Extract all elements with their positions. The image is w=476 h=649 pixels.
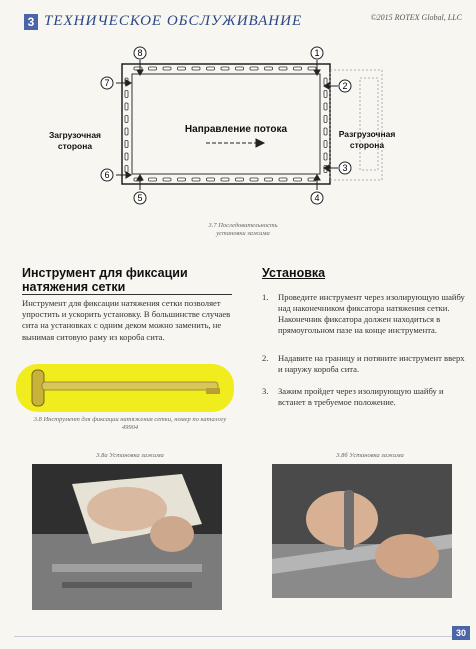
install-step-1 [262,292,472,340]
marker-4-label: 4 [314,193,320,203]
clamp-slot [324,141,327,148]
step-3-number: 3. [262,386,269,396]
tension-tool-image [16,364,234,412]
marker-1 [311,47,323,59]
clamp-slot [294,178,302,181]
step-2-text: Надавите на границу и потяните инструмент вверх и наружу короба сита. [278,353,465,374]
figure-3-7-caption [178,222,308,238]
clamp-slot [207,178,215,181]
install-section-heading: Установка [262,266,326,280]
clamp-slot [149,178,157,181]
clamp-slot [125,141,128,148]
step-1-text: Проведите инструмент через изолирующую шайбу над наконечником фиксатора натяжения сетки. Наконечник фиксатора должен находиться в прямоугольном пазе на конце инструмента. [278,292,465,335]
clamp-install-photo-b [272,464,452,598]
clamp-slot [178,67,186,70]
unloading-side-label-2: сторона [349,140,385,150]
marker-6 [101,169,113,181]
clamp-slot [125,103,128,110]
step-2-number: 2. [262,353,269,363]
step-1-number: 1. [262,292,269,302]
clamp-install-photo-a [32,464,222,610]
clamp-sequence-diagram [30,40,450,240]
clamp-slot [324,103,327,110]
clamp-slot [125,153,128,160]
section-title: ТЕХНИЧЕСКОЕ ОБСЛУЖИВАНИЕ [44,13,303,29]
clamp-slot [236,178,244,181]
flow-direction-label: Направление потока [184,124,288,135]
tool-section-body: Инструмент для фиксации натяжения сетки позволяет упростить и ускорить установку. В большинстве случаев сита на установках с одним деком можно заменить, не вынимая ситовую раму из короба сита. [22,298,231,342]
clamp-slot [236,67,244,70]
loading-side-label-1: Загрузочная [48,130,102,140]
marker-8 [134,47,146,59]
figure-3-8-caption: 3.8 Инструмент для фиксации натяжения сетки, номер по каталогу 49904 [33,416,227,432]
clamp-slot [324,116,327,123]
clamp-slot [125,91,128,98]
marker-2 [339,80,351,92]
install-step-3 [262,386,472,414]
clamp-slot [265,178,273,181]
tool-section-heading: Инструмент для фиксации натяжения сетки [22,266,188,294]
unloading-side-label-1: Разгрузочная [338,129,396,139]
clamp-slot [163,67,171,70]
clamp-slot [125,166,128,173]
marker-2-label: 2 [342,81,348,91]
clamp-slot [265,67,273,70]
marker-7-label: 7 [104,78,110,88]
clamp-slot [149,67,157,70]
tool-heading-divider [22,294,232,295]
copyright-text: ©2015 ROTEX Global, LLC [370,13,462,22]
marker-3 [339,162,351,174]
clamp-slot [324,153,327,160]
figure-3-7-caption-line-1: 3.7 Последовательность [208,222,278,229]
clamp-slot [250,67,258,70]
install-step-2 [262,353,472,381]
clamp-slot [279,178,287,181]
figure-3-7-caption-line-2: установки зажима [216,230,270,238]
clamp-slot [324,91,327,98]
marker-5 [134,192,146,204]
clamp-slot [279,67,287,70]
clamp-slot [192,178,200,181]
marker-6-label: 6 [104,170,110,180]
footer-divider [14,636,460,637]
clamp-slot [178,178,186,181]
clamp-slot [207,67,215,70]
marker-7 [101,77,113,89]
marker-8-label: 8 [137,48,143,58]
tool-image-highlight [16,364,234,412]
clamp-slot [125,128,128,135]
marker-5-label: 5 [137,193,143,203]
loading-side-label-2: сторона [57,141,93,151]
clamp-slot [192,67,200,70]
clamp-slot [221,67,229,70]
step-3-text: Зажим пройдет через изолирующую шайбу и встанет в требуемое положение. [278,386,444,407]
section-number-badge: 3 [24,14,38,30]
figure-3-8b-caption: 3.8б Установка зажима [336,452,404,459]
clamp-slot [163,178,171,181]
clamp-slot [221,178,229,181]
clamp-slot [324,128,327,135]
clamp-slot [125,116,128,123]
marker-1-label: 1 [314,48,320,58]
page-number: 30 [452,626,470,640]
figure-3-8a-caption: 3.8а Установка зажима [96,452,164,459]
clamp-slot [250,178,258,181]
marker-3-label: 3 [342,163,348,173]
clamp-slot [294,67,302,70]
marker-4 [311,192,323,204]
